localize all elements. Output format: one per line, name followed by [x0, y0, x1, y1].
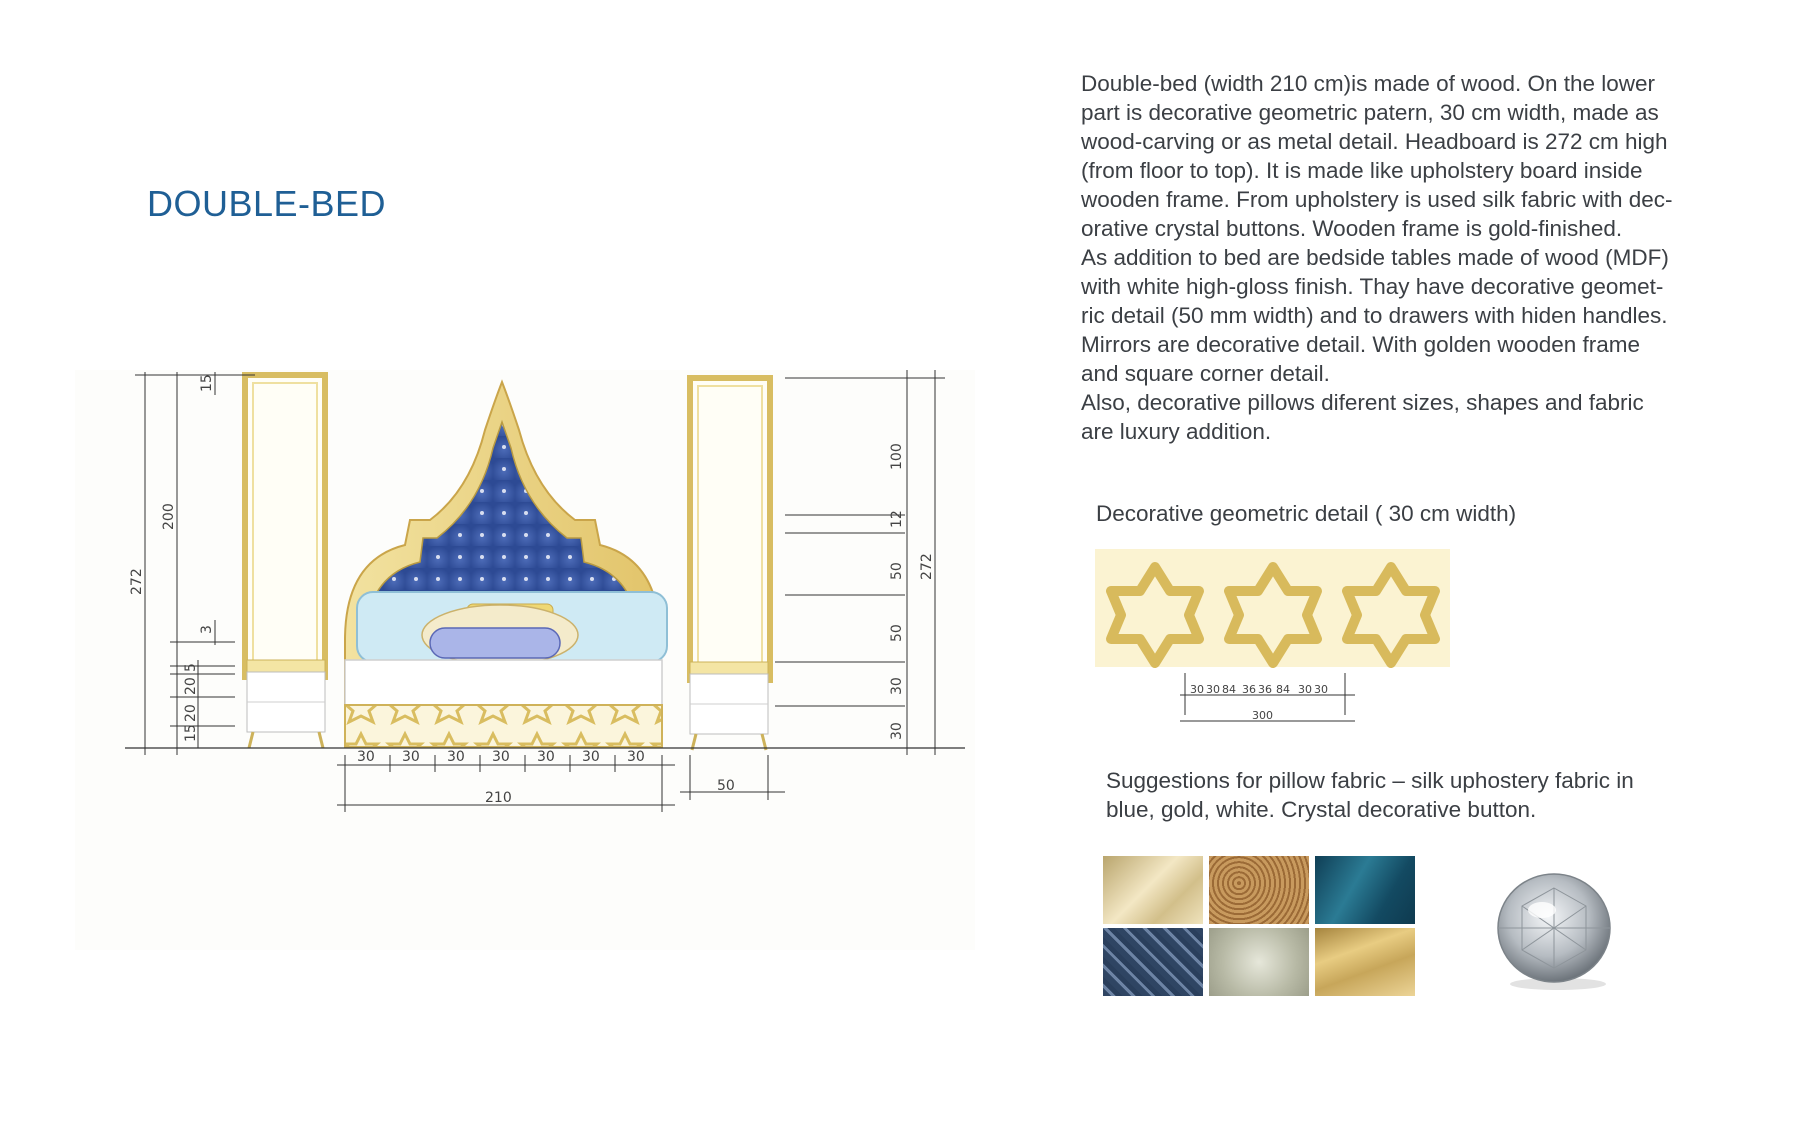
dim-left-20b: 20 [183, 704, 199, 722]
geometric-detail-caption: Decorative geometric detail ( 30 cm width) [1096, 501, 1517, 526]
dim-bottom-30-1: 30 [357, 749, 375, 765]
geometric-detail-drawing [1095, 545, 1465, 745]
fabric-swatch-silver-damask [1209, 928, 1309, 996]
geo-dim-8: 30 [1314, 683, 1328, 696]
dim-bottom-30-2: 30 [402, 749, 420, 765]
dim-right-30b: 30 [889, 722, 905, 740]
left-mirror [245, 375, 325, 677]
geo-dim-3: 84 [1222, 683, 1236, 696]
pillow-blue [430, 628, 560, 658]
dim-left-20a: 20 [183, 677, 199, 695]
pillow-fabric-caption: Suggestions for pillow fabric – silk uphostery fabric in blue, gold, white. Crystal decorative button. [1106, 768, 1634, 822]
dim-left-3: 3 [199, 625, 215, 634]
dim-right-100: 100 [889, 443, 905, 470]
fabric-swatch-gold-satin [1315, 928, 1415, 996]
dim-bottom-30-5: 30 [537, 749, 555, 765]
geo-dim-1: 30 [1190, 683, 1204, 696]
right-mirror [690, 378, 770, 680]
fabric-swatch-teal-velvet [1315, 856, 1415, 924]
dim-right-50a: 50 [889, 562, 905, 580]
dim-left-200: 200 [161, 503, 177, 530]
geo-dim-4: 36 [1242, 683, 1256, 696]
dim-right-50b: 50 [889, 624, 905, 642]
dim-bottom-30-7: 30 [627, 749, 645, 765]
dim-bottom-30-4: 30 [492, 749, 510, 765]
bed-elevation-drawing [75, 370, 1015, 970]
dim-right-272: 272 [919, 553, 935, 580]
fabric-swatch-blue-damask [1103, 928, 1203, 996]
description-text [1081, 69, 1731, 446]
geo-dim-5: 36 [1258, 683, 1272, 696]
dim-left-15-top: 15 [199, 374, 215, 392]
page-title: DOUBLE-BED [147, 183, 387, 224]
crystal-button-image [1490, 866, 1620, 996]
dim-left-272: 272 [129, 568, 145, 595]
geo-dim-6: 84 [1276, 683, 1290, 696]
dim-left-15: 15 [183, 724, 199, 742]
description-paragraph: Double-bed (width 210 cm)is made of wood. On the lower part is decorative geometric patern, 30 cm width, made as wood-carving or as metal detail. Headboard is 272 cm high (from floor to top). It is made like upholstery board inside wooden frame. From upholstery is used silk fabric with dec- orative crystal buttons. Wooden frame is gold-finished. As addition to bed are bedside tables made of wood (MDF) with white high-gloss finish. Thay have decorative geomet- ric detail (50 mm width) and to drawers with hiden handles. Mirrors are decorative detail. With golden wooden frame and square corner detail. Also, decorative pillows diferent sizes, shapes and fabric are luxury addition. [1081, 71, 1673, 444]
geo-dim-2: 30 [1206, 683, 1220, 696]
dim-right-30a: 30 [889, 677, 905, 695]
dim-bottom-30-6: 30 [582, 749, 600, 765]
bed-lattice-base [345, 705, 662, 747]
dim-bottom-30-3: 30 [447, 749, 465, 765]
fabric-swatch-bronze-print [1209, 856, 1309, 924]
dim-table-width: 50 [717, 778, 735, 794]
mattress [345, 660, 662, 705]
geo-dim-7: 30 [1298, 683, 1312, 696]
dim-right-12: 12 [889, 510, 905, 528]
dim-left-5: 5 [183, 663, 199, 672]
dim-bed-width: 210 [485, 790, 512, 806]
geo-dim-total: 300 [1252, 709, 1273, 722]
fabric-swatch-gold-silk [1103, 856, 1203, 924]
